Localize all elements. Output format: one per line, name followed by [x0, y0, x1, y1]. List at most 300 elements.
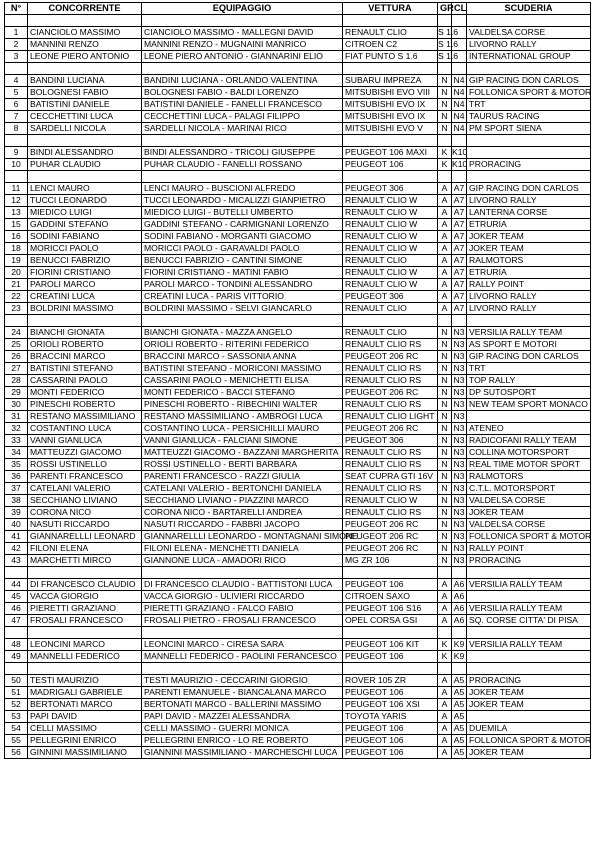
cell-driver: PARENTI FRANCESCO: [28, 471, 142, 483]
separator-cell: [5, 627, 28, 639]
cell-crew: PINESCHI ROBERTO - RIBECHINI WALTER: [142, 399, 343, 411]
cell-number: 44: [5, 579, 28, 591]
cell-driver: TUCCI LEONARDO: [28, 195, 142, 207]
cell-number: 18: [5, 243, 28, 255]
cell-number: 12: [5, 195, 28, 207]
separator-cell: [452, 663, 467, 675]
cell-team: VERSILIA RALLY TEAM: [467, 579, 591, 591]
cell-team: VERSILIA RALLY TEAM: [467, 639, 591, 651]
cell-group: S 1.6: [438, 39, 459, 49]
table-row: [5, 123, 591, 135]
separator-cell: [343, 663, 438, 675]
cell-crew: LENCI MAURO - BUSCIONI ALFREDO: [142, 183, 343, 195]
cell-class: N3: [453, 459, 465, 469]
table-row: [5, 651, 591, 663]
cell-car: PEUGEOT 206 RC: [343, 519, 438, 531]
cell-driver: LENCI MAURO: [28, 183, 142, 195]
cell-class: N3: [453, 363, 465, 373]
cell-number: 43: [5, 555, 28, 567]
cell-group: N: [438, 375, 452, 387]
cell-team: TOP RALLY: [467, 375, 591, 387]
group-separator-row: [5, 627, 591, 639]
cell-team: [467, 591, 591, 603]
table-row: [5, 675, 591, 687]
cell-car: PEUGEOT 106 XSI: [343, 699, 438, 711]
entry-rows: [5, 15, 591, 759]
cell-class: N3: [453, 423, 465, 433]
cell-group: N: [438, 531, 452, 543]
separator-cell: [28, 315, 142, 327]
cell-group: K: [438, 651, 452, 663]
cell-team: DUEMILA: [467, 723, 591, 735]
cell-team: ETRURIA: [467, 267, 591, 279]
cell-class: N3: [453, 507, 465, 517]
cell-driver: VANNI GIANLUCA: [28, 435, 142, 447]
cell-car: MITSUBISHI EVO IX: [343, 111, 438, 123]
cell-number: 11: [5, 183, 28, 195]
cell-class: A7: [452, 243, 467, 255]
cell-class: A5: [452, 723, 467, 735]
cell-team: RALMOTORS: [467, 471, 591, 483]
cell-number: 21: [5, 279, 28, 291]
table-row: [5, 351, 591, 363]
cell-crew: BRACCINI MARCO - SASSONIA ANNA: [142, 351, 343, 363]
separator-cell: [438, 567, 452, 579]
cell-number: 29: [5, 387, 28, 399]
table-row: [5, 555, 591, 567]
cell-driver: TESTI MAURIZIO: [28, 675, 142, 687]
separator-cell: [142, 171, 343, 183]
cell-driver: BATISTINI STEFANO: [28, 363, 142, 375]
cell-car: RENAULT CLIO W: [343, 231, 438, 243]
cell-class: A7: [452, 279, 467, 291]
cell-driver: GADDINI STEFANO: [28, 219, 142, 231]
separator-cell: [343, 63, 438, 75]
cell-car: RENAULT CLIO W: [343, 219, 438, 231]
cell-number: 32: [5, 423, 28, 435]
cell-class: N3: [453, 495, 465, 505]
cell-class: N3: [453, 543, 465, 553]
header-driver: CONCORRENTE: [28, 3, 142, 15]
separator-cell: [438, 15, 452, 27]
cell-group: N: [438, 339, 452, 351]
cell-group: N: [438, 387, 452, 399]
cell-number: 45: [5, 591, 28, 603]
cell-car: PEUGEOT 106: [343, 747, 438, 759]
cell-car: RENAULT CLIO RS: [343, 507, 438, 519]
cell-crew: MANNELLI FEDERICO - PAOLINI FERANCESCO: [142, 651, 343, 663]
cell-group: A: [438, 603, 452, 615]
cell-group: A: [438, 591, 452, 603]
cell-class: A6: [452, 615, 467, 627]
cell-class: N3: [453, 531, 465, 541]
separator-cell: [5, 567, 28, 579]
cell-number: 28: [5, 375, 28, 387]
cell-driver: MARCHETTI MIRCO: [28, 555, 142, 567]
cell-team: VALDELSA CORSE: [467, 27, 591, 39]
cell-number: 13: [5, 207, 28, 219]
cell-car: RENAULT CLIO: [343, 255, 438, 267]
cell-driver: CECCHETTINI LUCA: [28, 111, 142, 123]
cell-number: 49: [5, 651, 28, 663]
cell-number: 47: [5, 615, 28, 627]
separator-cell: [28, 663, 142, 675]
table-row: [5, 291, 591, 303]
cell-crew: PARENTI EMANUELE - BIANCALANA MARCO: [142, 687, 343, 699]
cell-crew: PAROLI MARCO - TONDINI ALESSANDRO: [142, 279, 343, 291]
cell-driver: GINNINI MASSIMILIANO: [28, 747, 142, 759]
cell-car: SEAT CUPRA GTI 16V: [343, 471, 438, 483]
separator-cell: [343, 15, 438, 27]
cell-car: PEUGEOT 206 RC: [343, 351, 438, 363]
cell-team: RADICOFANI RALLY TEAM: [467, 435, 591, 447]
cell-class: K9: [452, 639, 467, 651]
cell-number: 56: [5, 747, 28, 759]
cell-class: N4: [453, 87, 465, 97]
cell-crew: RESTANO MASSIMILIANO - AMBROGI LUCA: [142, 411, 343, 423]
separator-cell: [452, 627, 467, 639]
cell-class: A7: [452, 303, 467, 315]
cell-driver: BERTONATI MARCO: [28, 699, 142, 711]
separator-cell: [467, 135, 591, 147]
cell-driver: MONTI FEDERICO: [28, 387, 142, 399]
cell-car: PEUGEOT 306: [343, 291, 438, 303]
cell-car: PEUGEOT 106 KIT: [343, 639, 438, 651]
table-row: [5, 579, 591, 591]
cell-team: JOKER TEAM: [467, 687, 591, 699]
separator-cell: [452, 135, 467, 147]
cell-driver: BATISTINI DANIELE: [28, 99, 142, 111]
cell-crew: MIEDICO LUIGI - BUTELLI UMBERTO: [142, 207, 343, 219]
cell-group: A: [438, 267, 452, 279]
cell-number: 50: [5, 675, 28, 687]
cell-car: RENAULT CLIO: [343, 27, 438, 39]
cell-number: 39: [5, 507, 28, 519]
cell-car: PEUGEOT 306: [343, 435, 438, 447]
separator-cell: [142, 135, 343, 147]
table-row: [5, 423, 591, 435]
cell-crew: FIORINI CRISTIANO - MATINI FABIO: [142, 267, 343, 279]
cell-number: 27: [5, 363, 28, 375]
cell-number: 9: [5, 147, 28, 159]
cell-number: 41: [5, 531, 28, 543]
cell-team: FOLLONICA SPORT & MOTOR: [467, 735, 591, 747]
cell-group: A: [438, 735, 452, 747]
cell-crew: GIANNARELLLI LEONARDO - MONTAGNANI SIMONE: [142, 531, 343, 543]
cell-number: 31: [5, 411, 28, 423]
cell-driver: MADRIGALI GABRIELE: [28, 687, 142, 699]
separator-cell: [467, 171, 591, 183]
cell-car: MITSUBISHI EVO IX: [343, 99, 438, 111]
table-row: [5, 375, 591, 387]
cell-driver: BOLDRINI MASSIMO: [28, 303, 142, 315]
cell-group: N: [438, 555, 452, 567]
cell-number: 16: [5, 231, 28, 243]
cell-group: A: [438, 687, 452, 699]
cell-car: RENAULT CLIO RS: [343, 399, 438, 411]
cell-car: PEUGEOT 206 RC: [343, 531, 438, 543]
table-row: [5, 447, 591, 459]
cell-crew: COSTANTINO LUCA - PERSICHILLI MAURO: [142, 423, 343, 435]
cell-car: FIAT PUNTO S 1.6: [343, 51, 438, 63]
cell-team: RALLY POINT: [467, 543, 591, 555]
cell-class: N3: [453, 519, 465, 529]
cell-team: GIP RACING DON CARLOS: [467, 351, 591, 363]
separator-cell: [28, 15, 142, 27]
table-row: [5, 639, 591, 651]
separator-cell: [438, 63, 452, 75]
cell-class: A6: [452, 591, 467, 603]
cell-crew: FROSALI PIETRO - FROSALI FRANCESCO: [142, 615, 343, 627]
cell-team: VALDELSA CORSE: [467, 519, 591, 531]
cell-group: A: [438, 195, 452, 207]
group-separator-row: [5, 135, 591, 147]
cell-crew: CIANCIOLO MASSIMO - MALLEGNI DAVID: [142, 27, 343, 39]
cell-team: TAURUS RACING: [467, 111, 591, 123]
cell-crew: BIANCHI GIONATA - MAZZA ANGELO: [142, 327, 343, 339]
cell-group: N: [438, 399, 452, 411]
table-row: [5, 147, 591, 159]
separator-cell: [28, 135, 142, 147]
cell-class: N3: [453, 327, 465, 337]
cell-team: PM SPORT SIENA: [467, 123, 591, 135]
cell-class: N3: [453, 471, 465, 481]
cell-number: 23: [5, 303, 28, 315]
cell-group: N: [438, 327, 452, 339]
separator-cell: [467, 627, 591, 639]
header-number: N°: [5, 3, 28, 15]
table-row: [5, 411, 591, 423]
cell-driver: FILONI ELENA: [28, 543, 142, 555]
table-row: [5, 699, 591, 711]
cell-number: 38: [5, 495, 28, 507]
table-row: [5, 471, 591, 483]
table-row: [5, 255, 591, 267]
cell-class: K10: [452, 147, 468, 157]
cell-number: 5: [5, 87, 28, 99]
table-row: [5, 687, 591, 699]
cell-class: A6: [452, 603, 467, 615]
cell-car: RENAULT CLIO W: [343, 207, 438, 219]
group-separator-row: [5, 567, 591, 579]
cell-car: MG ZR 106: [343, 555, 438, 567]
cell-crew: PARENTI FRANCESCO - RAZZI GIULIA: [142, 471, 343, 483]
cell-team: JOKER TEAM: [467, 231, 591, 243]
cell-car: RENAULT CLIO RS: [343, 375, 438, 387]
header-crew: EQUIPAGGIO: [142, 3, 343, 15]
separator-cell: [142, 663, 343, 675]
table-row: [5, 495, 591, 507]
cell-driver: DI FRANCESCO CLAUDIO: [28, 579, 142, 591]
cell-team: JOKER TEAM: [467, 747, 591, 759]
cell-crew: TESTI MAURIZIO - CECCARINI GIORGIO: [142, 675, 343, 687]
cell-car: PEUGEOT 106: [343, 579, 438, 591]
cell-crew: MANNINI RENZO - MUGNAINI MANRICO: [142, 39, 343, 51]
cell-group: N: [438, 483, 452, 495]
separator-cell: [5, 171, 28, 183]
cell-group: A: [438, 723, 452, 735]
cell-group: S 1.6: [438, 27, 459, 37]
cell-group: A: [438, 291, 452, 303]
table-row: [5, 27, 591, 39]
separator-cell: [452, 15, 467, 27]
cell-crew: CECCHETTINI LUCA - PALAGI FILIPPO: [142, 111, 343, 123]
cell-class: N3: [453, 447, 465, 457]
cell-class: N3: [453, 375, 465, 385]
cell-driver: SODINI FABIANO: [28, 231, 142, 243]
cell-team: REAL TIME MOTOR SPORT: [467, 459, 591, 471]
separator-cell: [28, 567, 142, 579]
cell-driver: MANNELLI FEDERICO: [28, 651, 142, 663]
cell-car: RENAULT CLIO W: [343, 279, 438, 291]
cell-class: A5: [452, 699, 467, 711]
cell-car: RENAULT CLIO: [343, 327, 438, 339]
cell-driver: CREATINI LUCA: [28, 291, 142, 303]
cell-driver: CORONA NICO: [28, 507, 142, 519]
cell-crew: MONTI FEDERICO - BACCI STEFANO: [142, 387, 343, 399]
cell-driver: ORIOLI ROBERTO: [28, 339, 142, 351]
cell-class: A7: [452, 183, 467, 195]
separator-cell: [142, 627, 343, 639]
table-row: [5, 543, 591, 555]
table-row: [5, 267, 591, 279]
cell-class: A7: [452, 255, 467, 267]
cell-group: A: [438, 675, 452, 687]
cell-driver: FROSALI FRANCESCO: [28, 615, 142, 627]
cell-crew: CORONA NICO - BARTARELLI ANDREA: [142, 507, 343, 519]
group-separator-row: [5, 171, 591, 183]
cell-number: 15: [5, 219, 28, 231]
cell-number: 1: [5, 27, 28, 39]
cell-group: A: [438, 255, 452, 267]
cell-group: N: [438, 363, 452, 375]
cell-car: PEUGEOT 106: [343, 687, 438, 699]
separator-cell: [452, 315, 467, 327]
cell-team: PRORACING: [467, 555, 591, 567]
cell-group: A: [438, 207, 452, 219]
separator-cell: [343, 315, 438, 327]
cell-car: PEUGEOT 206 RC: [343, 423, 438, 435]
cell-crew: ROSSI USTINELLO - BERTI BARBARA: [142, 459, 343, 471]
cell-class: A7: [452, 219, 467, 231]
table-row: [5, 483, 591, 495]
table-row: [5, 39, 591, 51]
cell-group: K: [438, 147, 452, 159]
cell-crew: PELLEGRINI ENRICO - LO RE ROBERTO: [142, 735, 343, 747]
cell-class: N3: [453, 351, 465, 361]
table-row: [5, 747, 591, 759]
separator-cell: [5, 135, 28, 147]
cell-number: 33: [5, 435, 28, 447]
separator-cell: [438, 315, 452, 327]
table-row: [5, 603, 591, 615]
cell-team: FOLLONICA SPORT & MOTOR: [467, 87, 591, 99]
cell-number: 42: [5, 543, 28, 555]
cell-crew: SARDELLI NICOLA - MARINAI RICO: [142, 123, 343, 135]
cell-number: 6: [5, 99, 28, 111]
cell-group: N: [438, 351, 452, 363]
cell-car: TOYOTA YARIS: [343, 711, 438, 723]
cell-team: RALLY POINT: [467, 279, 591, 291]
cell-team: [467, 147, 591, 159]
cell-driver: LEONCINI MARCO: [28, 639, 142, 651]
separator-cell: [28, 63, 142, 75]
cell-car: RENAULT CLIO RS: [343, 483, 438, 495]
table-row: [5, 231, 591, 243]
cell-class: K9: [452, 651, 467, 663]
cell-team: JOKER TEAM: [467, 507, 591, 519]
table-row: [5, 723, 591, 735]
cell-number: 34: [5, 447, 28, 459]
header-group: GR: [438, 3, 452, 15]
table-row: [5, 363, 591, 375]
separator-cell: [343, 567, 438, 579]
cell-class: A7: [452, 291, 467, 303]
cell-driver: SARDELLI NICOLA: [28, 123, 142, 135]
separator-cell: [28, 171, 142, 183]
table-row: [5, 591, 591, 603]
cell-car: PEUGEOT 106: [343, 723, 438, 735]
cell-group: N: [438, 111, 452, 123]
cell-crew: BATISTINI STEFANO - MORICONI MASSIMO: [142, 363, 343, 375]
cell-crew: PUHAR CLAUDIO - FANELLI ROSSANO: [142, 159, 343, 171]
cell-number: 46: [5, 603, 28, 615]
separator-cell: [343, 171, 438, 183]
cell-crew: ORIOLI ROBERTO - RITERINI FEDERICO: [142, 339, 343, 351]
cell-team: TRT: [467, 363, 591, 375]
table-row: [5, 519, 591, 531]
cell-class: N3: [453, 483, 465, 493]
cell-group: N: [438, 495, 452, 507]
cell-car: RENAULT CLIO LIGHT: [343, 411, 438, 423]
cell-team: INTERNATIONAL GROUP: [467, 51, 591, 63]
cell-driver: CASSARINI PAOLO: [28, 375, 142, 387]
table-row: [5, 219, 591, 231]
table-row: [5, 615, 591, 627]
cell-crew: BENUCCI FABRIZIO - CANTINI SIMONE: [142, 255, 343, 267]
cell-team: PRORACING: [467, 675, 591, 687]
table-row: [5, 435, 591, 447]
cell-group: N: [438, 507, 452, 519]
table-row: [5, 99, 591, 111]
cell-group: A: [438, 747, 452, 759]
cell-number: 40: [5, 519, 28, 531]
separator-cell: [438, 663, 452, 675]
cell-crew: BATISTINI DANIELE - FANELLI FRANCESCO: [142, 99, 343, 111]
separator-cell: [438, 135, 452, 147]
cell-team: LIVORNO RALLY: [467, 291, 591, 303]
cell-driver: GIANNARELLLI LEONARD: [28, 531, 142, 543]
cell-crew: CELLI MASSIMO - GUERRI MONICA: [142, 723, 343, 735]
cell-class: N4: [453, 75, 465, 85]
separator-cell: [142, 567, 343, 579]
cell-number: 19: [5, 255, 28, 267]
cell-driver: PINESCHI ROBERTO: [28, 399, 142, 411]
cell-team: DP SUTOSPORT: [467, 387, 591, 399]
cell-group: A: [438, 183, 452, 195]
cell-driver: CIANCIOLO MASSIMO: [28, 27, 142, 39]
table-row: [5, 459, 591, 471]
cell-car: MITSUBISHI EVO V: [343, 123, 438, 135]
cell-group: N: [438, 471, 452, 483]
separator-cell: [438, 627, 452, 639]
table-row: [5, 303, 591, 315]
cell-team: NEW TEAM SPORT MONACO: [467, 399, 591, 411]
cell-crew: CREATINI LUCA - PARIS VITTORIO: [142, 291, 343, 303]
separator-cell: [5, 663, 28, 675]
cell-team: LIVORNO RALLY: [467, 39, 591, 51]
separator-cell: [142, 63, 343, 75]
